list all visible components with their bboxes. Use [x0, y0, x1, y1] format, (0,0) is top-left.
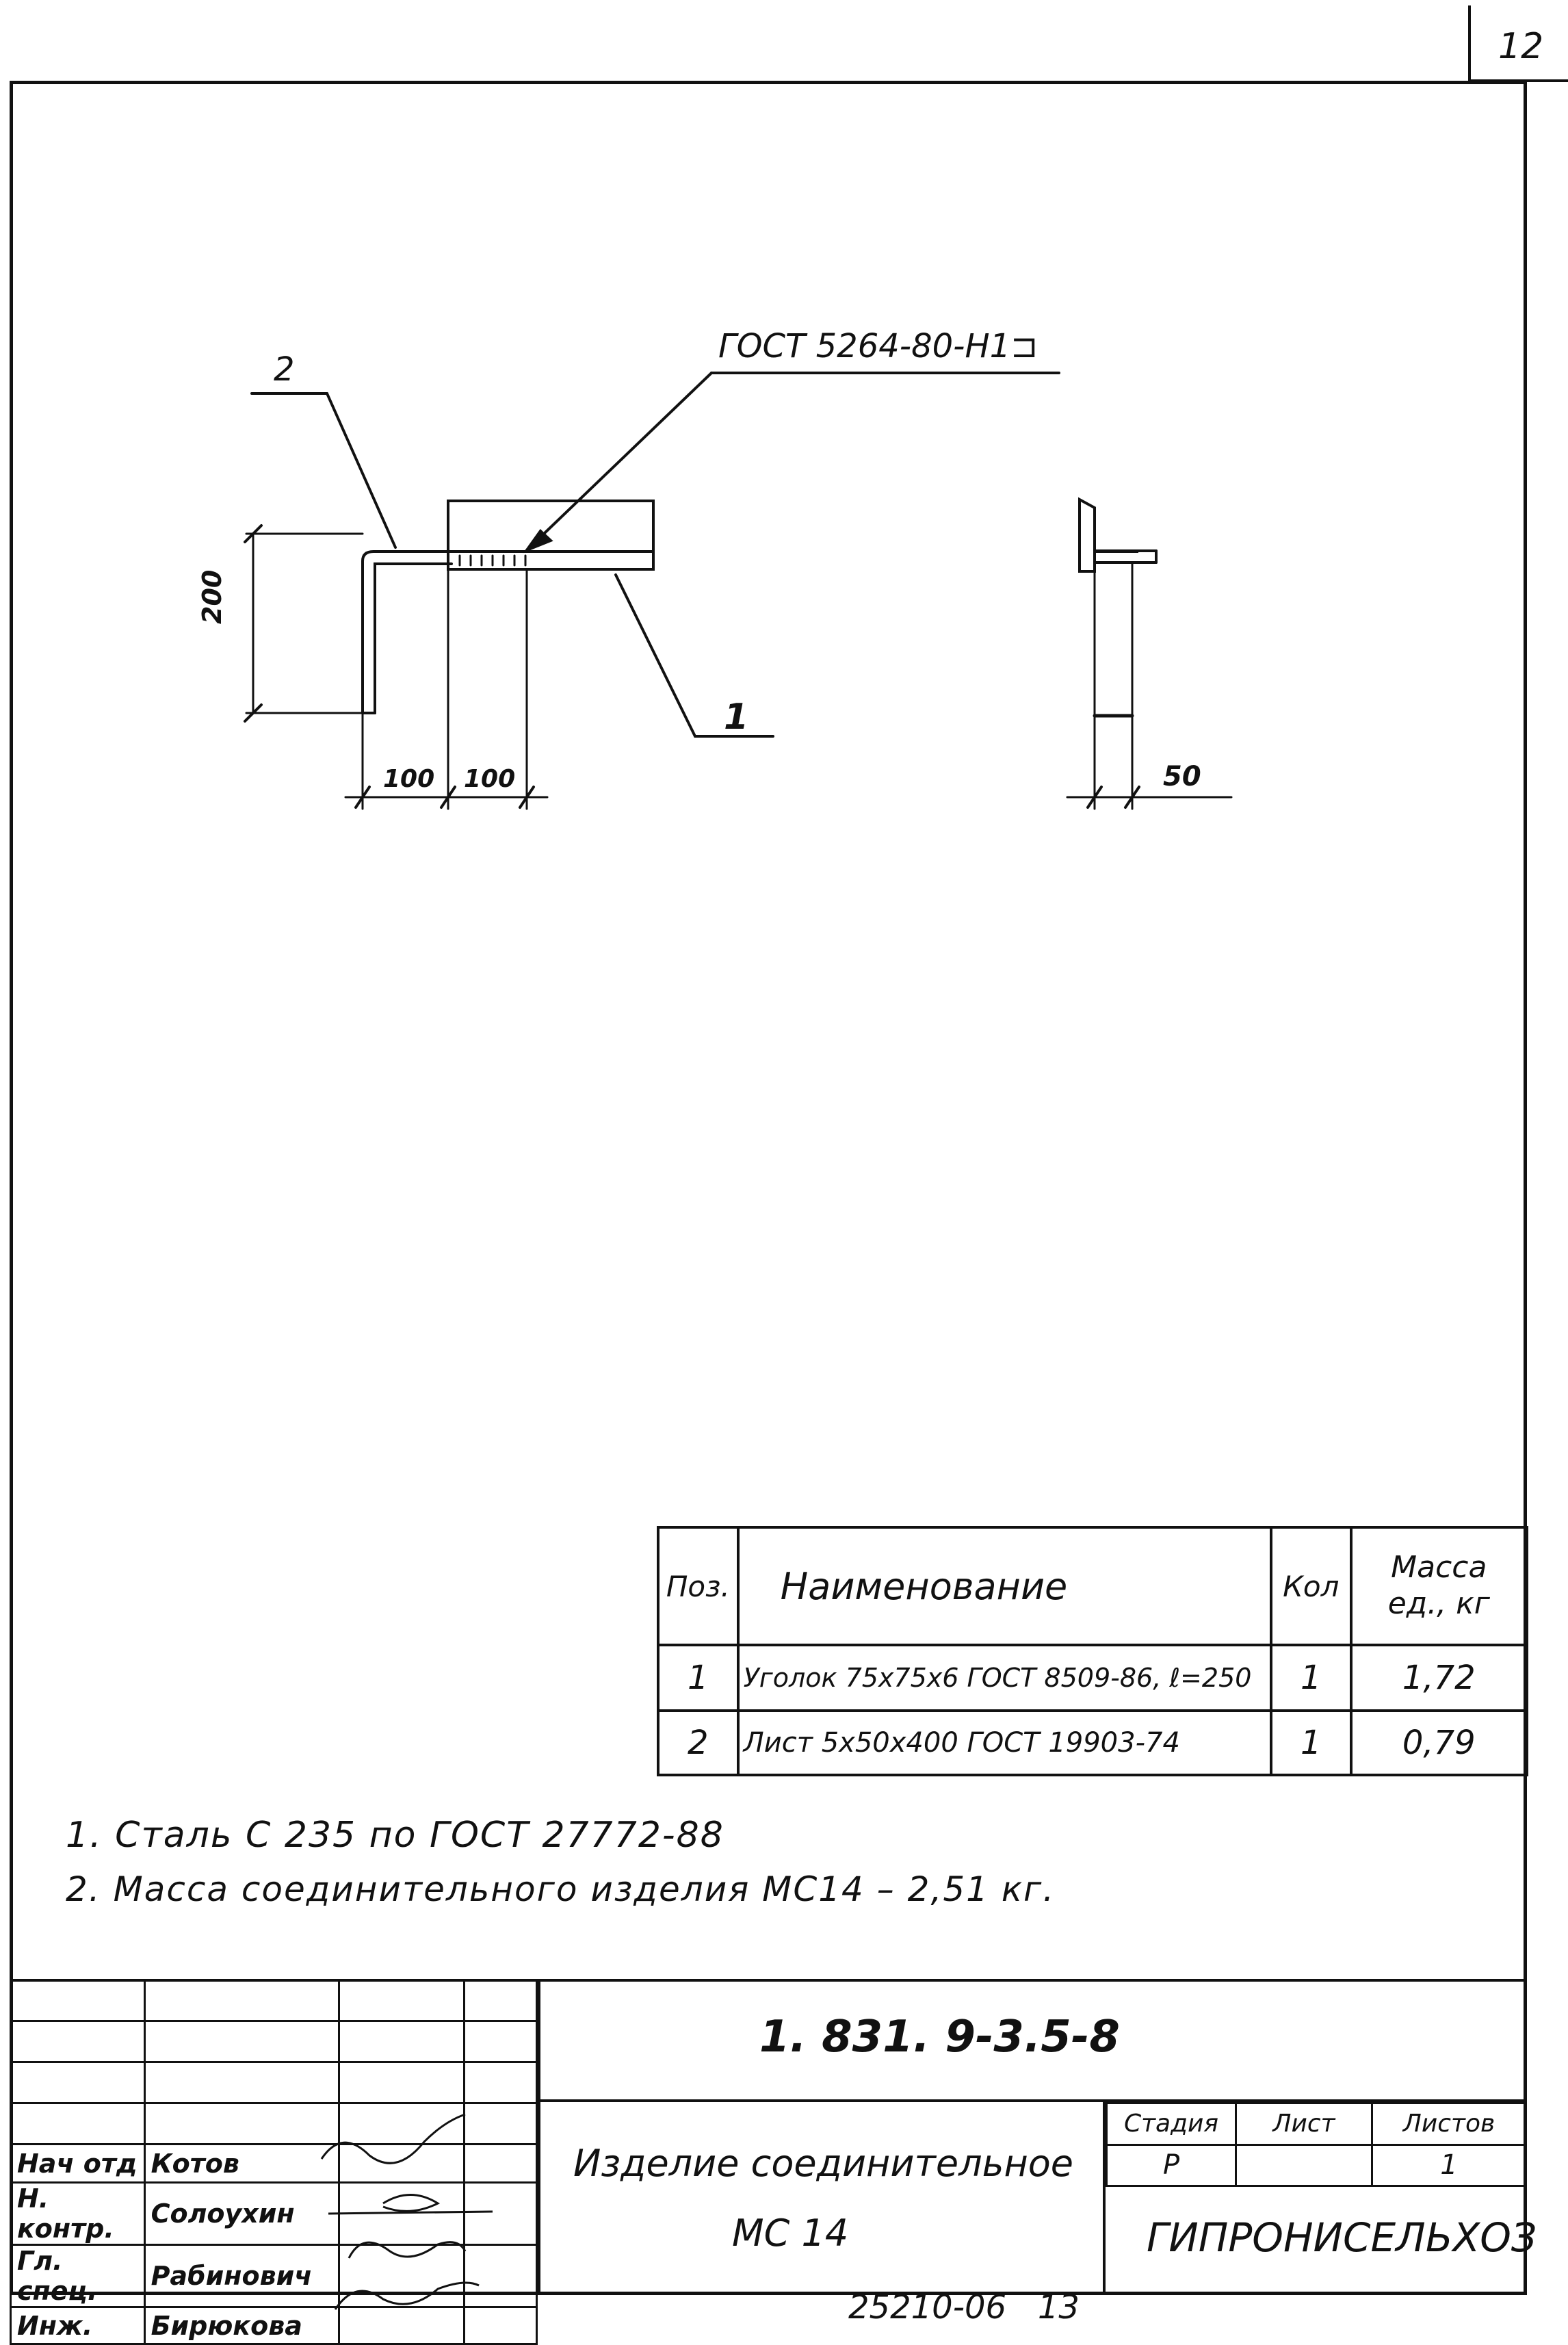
weld-label: ГОСТ 5264-80-Н1⊐: [718, 327, 1038, 365]
stage-value: Р: [1107, 2145, 1236, 2186]
sheet-header: Лист: [1236, 2103, 1372, 2145]
sheet-number: 12: [1498, 26, 1544, 67]
stage-header: Стадия: [1107, 2103, 1236, 2145]
signature-name: Бирюкова: [144, 2307, 339, 2344]
header-mass-line1: Масса: [1391, 1550, 1487, 1585]
footer-stamp: 25210-06 13: [848, 2288, 1080, 2327]
dim-50-label: 50: [1163, 761, 1201, 792]
signature-name: Котов: [144, 2145, 339, 2183]
header-name: Наименование: [738, 1527, 1271, 1645]
dim-200-label: 200: [197, 569, 227, 624]
signature-role: Н. контр.: [11, 2183, 145, 2245]
product-title-line1: Изделие соединительное: [573, 2142, 1074, 2185]
sheets-value: 1: [1372, 2145, 1526, 2186]
row-qty: 1: [1271, 1711, 1351, 1775]
product-title-box: [538, 2102, 1106, 2295]
signature-role: Инж.: [11, 2307, 145, 2344]
callout-2: 2: [274, 350, 295, 389]
callout-1: 1: [724, 697, 749, 738]
document-code: 1. 831. 9-3.5-8: [759, 2012, 1120, 2062]
signature-role: Нач отд: [11, 2145, 145, 2183]
signature-role: Гл. спец.: [11, 2245, 145, 2307]
dim-100-left-label: 100: [383, 765, 435, 793]
row-pos: 1: [658, 1645, 738, 1711]
row-pos: 2: [658, 1711, 738, 1775]
row-name: Лист 5x50x400 ГОСТ 19903-74: [738, 1711, 1271, 1775]
signature-name: Рабинович: [144, 2245, 339, 2307]
row-qty: 1: [1271, 1645, 1351, 1711]
header-mass-line2: ед., кг: [1387, 1586, 1490, 1621]
stage-sheet-table: [1106, 2102, 1527, 2187]
note-1: 1. Сталь С 235 по ГОСТ 27772-88: [66, 1815, 724, 1856]
row-mass: 1,72: [1351, 1645, 1527, 1711]
header-pos: Поз.: [658, 1527, 738, 1645]
note-2: 2. Масса соединительного изделия МС14 – 2,51 кг.: [66, 1869, 1056, 1909]
dim-100-right-label: 100: [464, 765, 516, 793]
sheet-value: [1236, 2145, 1372, 2186]
header-qty: Кол: [1271, 1527, 1351, 1645]
row-mass: 0,79: [1351, 1711, 1527, 1775]
row-name: Уголок 75x75x6 ГОСТ 8509-86, ℓ=250: [738, 1645, 1271, 1711]
organization-name: ГИПРОНИСЕЛЬХОЗ: [1147, 2214, 1537, 2261]
sheets-header: Листов: [1372, 2103, 1526, 2145]
product-title-line2: МС 14: [732, 2212, 849, 2255]
signature-name: Солоухин: [144, 2183, 339, 2245]
